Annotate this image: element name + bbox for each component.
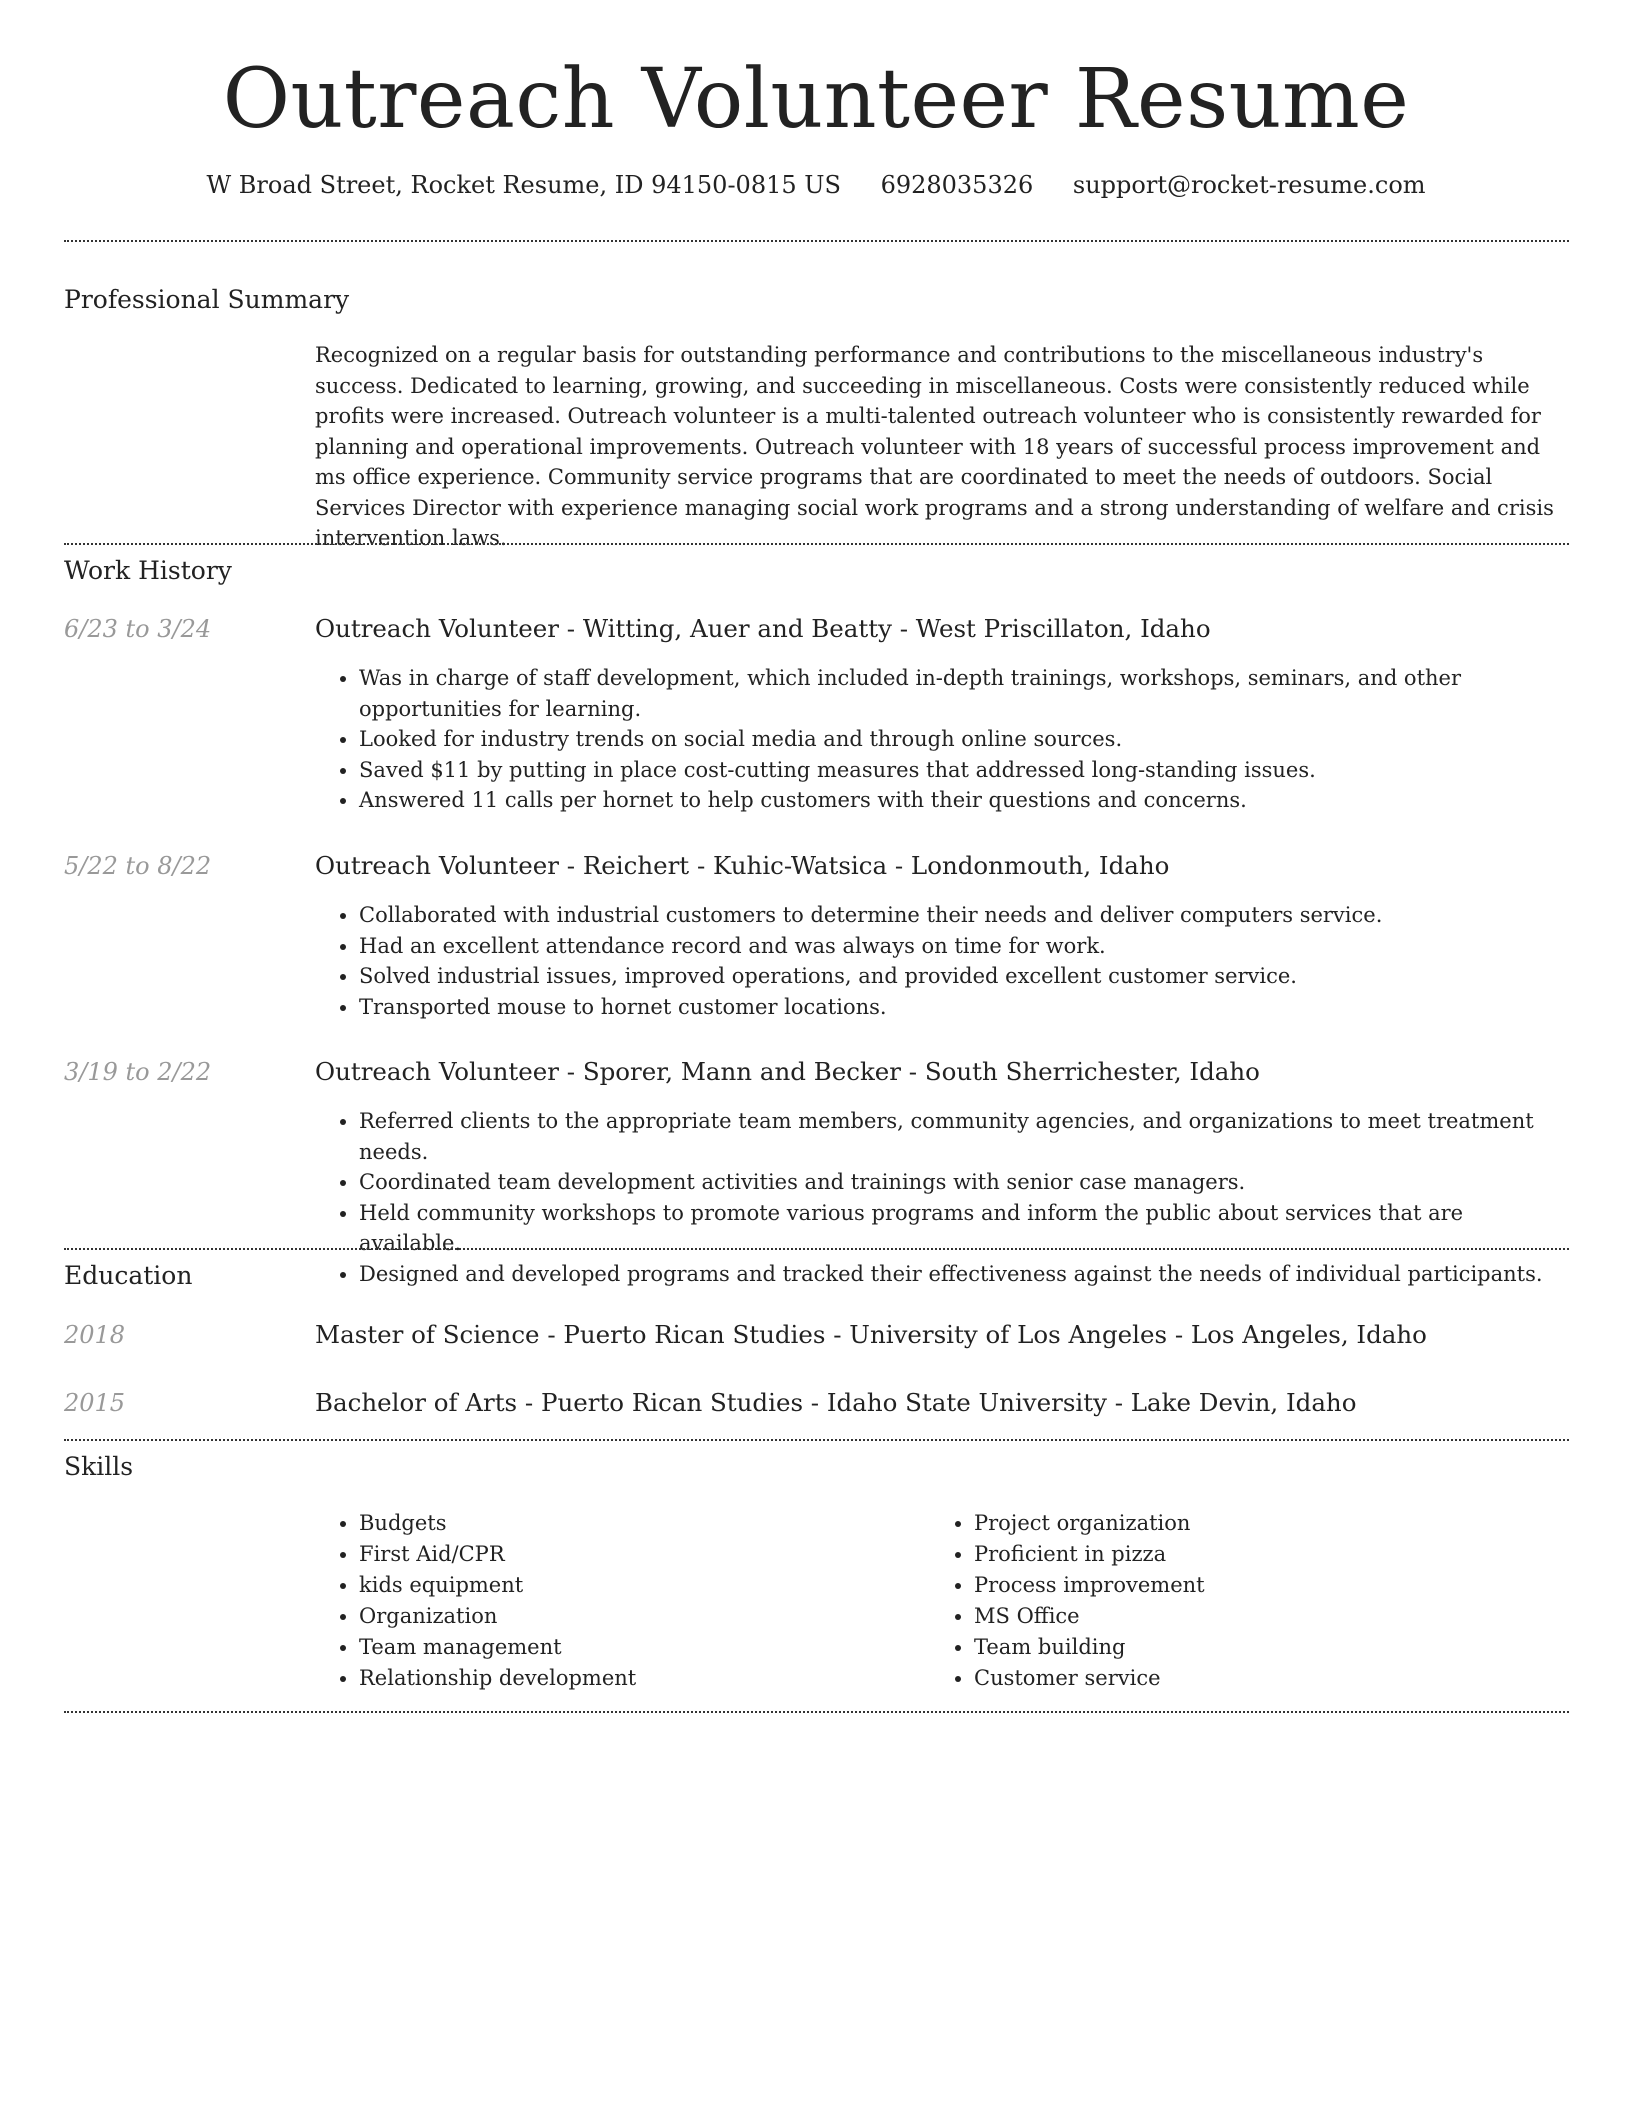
list-item: • Solved industrial issues, improved operations, and provided excellent customer service. bbox=[359, 961, 1570, 992]
divider bbox=[64, 1439, 1569, 1441]
list-item: • Collaborated with industrial customers to determine their needs and deliver computers service. bbox=[359, 900, 1570, 931]
list-item: • Referred clients to the appropriate team members, community agencies, and organizations to meet treatment needs. bbox=[359, 1106, 1570, 1167]
skill-item: • Team building bbox=[974, 1632, 1534, 1663]
list-item: • Had an excellent attendance record and was always on time for work. bbox=[359, 931, 1570, 962]
contact-email: support@rocket-resume.com bbox=[1072, 171, 1426, 199]
job-bullets bbox=[315, 663, 1570, 816]
skill-item: • Budgets bbox=[359, 1508, 919, 1539]
contact-address: W Broad Street, Rocket Resume, ID 94150-0815 US bbox=[206, 171, 841, 199]
contact-phone: 6928035326 bbox=[880, 171, 1034, 199]
skill-item: • kids equipment bbox=[359, 1570, 919, 1601]
list-item: • Held community workshops to promote various programs and inform the public about services that are available. bbox=[359, 1198, 1570, 1259]
divider bbox=[64, 543, 1569, 545]
divider bbox=[64, 240, 1569, 242]
list-item: • Coordinated team development activities and trainings with senior case managers. bbox=[359, 1167, 1570, 1198]
education-degree: Bachelor of Arts - Puerto Rican Studies - Idaho State University - Lake Devin, Idaho bbox=[315, 1388, 1357, 1417]
list-item: • Designed and developed programs and tracked their effectiveness against the needs of individual participants. bbox=[359, 1259, 1570, 1290]
list-item: • Looked for industry trends on social media and through online sources. bbox=[359, 724, 1570, 755]
skill-item: • Relationship development bbox=[359, 1663, 919, 1694]
skill-item: • First Aid/CPR bbox=[359, 1539, 919, 1570]
skill-item: • Project organization bbox=[974, 1508, 1534, 1539]
list-item: • Saved $11 by putting in place cost-cutting measures that addressed long-standing issues. bbox=[359, 755, 1570, 786]
education-year: 2018 bbox=[64, 1321, 126, 1349]
divider bbox=[64, 1248, 1569, 1250]
education-heading: Education bbox=[64, 1261, 193, 1290]
skill-item: • Customer service bbox=[974, 1663, 1534, 1694]
skills-heading: Skills bbox=[64, 1452, 134, 1481]
job-dates: 6/23 to 3/24 bbox=[64, 615, 212, 643]
skills-list-right bbox=[930, 1508, 1534, 1694]
skill-item: • Process improvement bbox=[974, 1570, 1534, 1601]
job-dates: 3/19 to 2/22 bbox=[64, 1058, 212, 1086]
contact-line bbox=[0, 168, 1632, 202]
job-bullets bbox=[315, 900, 1570, 1022]
list-item: • Was in charge of staff development, which included in-depth trainings, workshops, seminars, and other opportunities for learning. bbox=[359, 663, 1570, 724]
job-title: Outreach Volunteer - Sporer, Mann and Becker - South Sherrichester, Idaho bbox=[315, 1057, 1260, 1086]
skill-item: • Organization bbox=[359, 1601, 919, 1632]
divider bbox=[64, 1711, 1569, 1713]
education-year: 2015 bbox=[64, 1389, 126, 1417]
job-title: Outreach Volunteer - Witting, Auer and Beatty - West Priscillaton, Idaho bbox=[315, 614, 1211, 643]
skills-list-left bbox=[315, 1508, 919, 1694]
summary-heading: Professional Summary bbox=[64, 285, 350, 314]
skill-item: • Team management bbox=[359, 1632, 919, 1663]
summary-text: Recognized on a regular basis for outstanding performance and contributions to the miscellaneous industry's success. Dedicated to learning, growing, and succeeding in miscellaneous. Costs were consistently reduced while profits were increased. Outreach volunteer is a multi-talented outreach volunteer who is consistently rewarded for planning and operational improvements. Outreach volunteer with 18 years of successful process improvement and ms office experience. Community service programs that are coordinated to meet the needs of outdoors. Social Services Director with experience managing social work programs and a strong understanding of welfare and crisis intervention laws. bbox=[315, 343, 1554, 550]
resume-title: Outreach Volunteer Resume bbox=[222, 52, 1410, 147]
job-title: Outreach Volunteer - Reichert - Kuhic-Watsica - Londonmouth, Idaho bbox=[315, 851, 1170, 880]
skill-item: • Proficient in pizza bbox=[974, 1539, 1534, 1570]
work-history-heading: Work History bbox=[64, 556, 232, 585]
skill-item: • MS Office bbox=[974, 1601, 1534, 1632]
education-degree: Master of Science - Puerto Rican Studies - University of Los Angeles - Los Angeles, Idaho bbox=[315, 1320, 1427, 1349]
job-bullets bbox=[315, 1106, 1570, 1289]
list-item: • Transported mouse to hornet customer locations. bbox=[359, 992, 1570, 1023]
list-item: • Answered 11 calls per hornet to help customers with their questions and concerns. bbox=[359, 785, 1570, 816]
job-dates: 5/22 to 8/22 bbox=[64, 852, 212, 880]
